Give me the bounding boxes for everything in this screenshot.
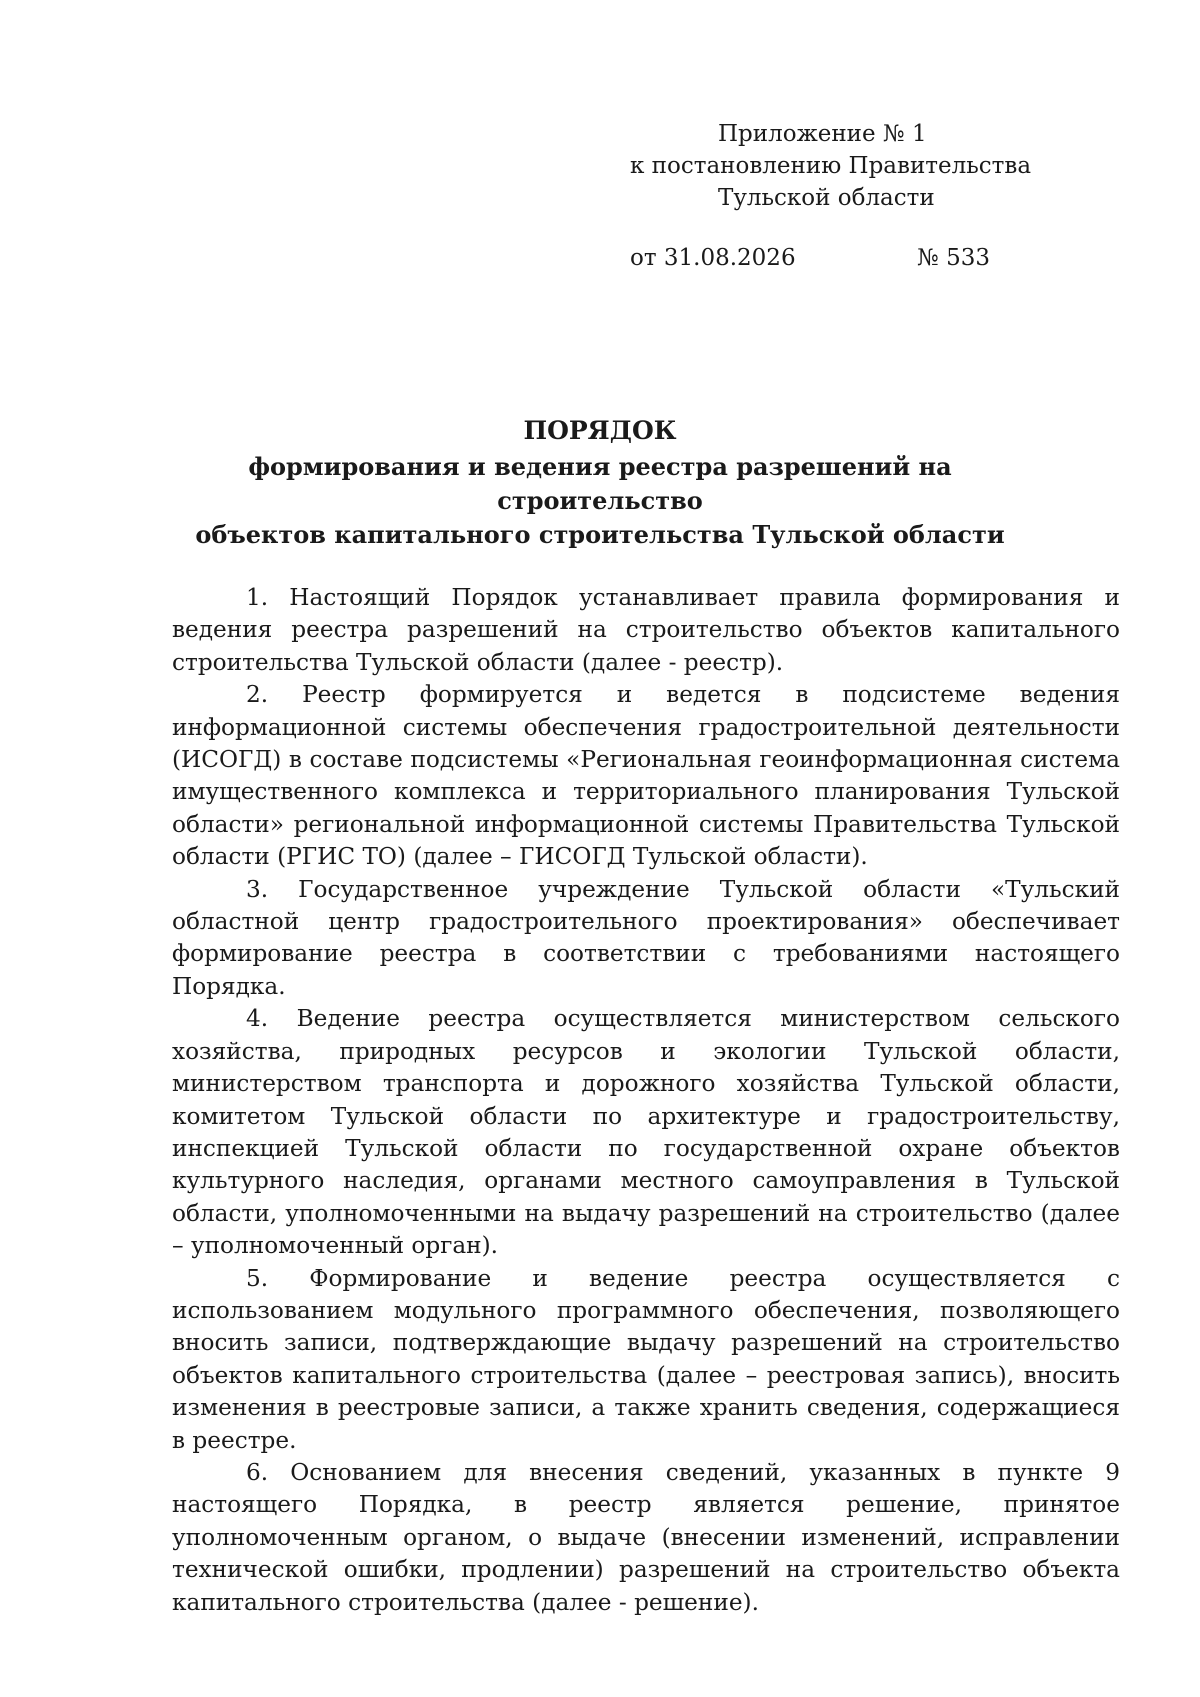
paragraph-4: 4. Ведение реестра осуществляется министерством сельского хозяйства, природных ресурсов и экологии Тульской области, министерством транспорта и дорожного хозяйства Тульской области, комитетом Тульской области по архитектуре и градостроительству, инспекцией Тульской области по государственной охране объектов культурного наследия, органами местного самоуправления в Тульской области, уполномоченными на выдачу разрешений на строительство (далее – уполномоченный орган). (172, 1005, 1120, 1260)
appendix-header (630, 118, 1050, 274)
appendix-decree-line: к постановлению Правительства (630, 153, 1032, 179)
title-subtitle-line1: формирования и ведения реестра разрешений на строительство (248, 452, 952, 515)
decree-date: от 31.08.2026 (630, 245, 796, 271)
document-body (172, 582, 1120, 1619)
paragraph-3: 3. Государственное учреждение Тульской области «Тульский областной центр градостроительного проектирования» обеспечивает формирование реестра в соответствии с требованиями настоящего Порядка. (172, 875, 1120, 1000)
title-heading: ПОРЯДОК (523, 416, 677, 445)
paragraph-2: 2. Реестр формируется и ведется в подсистеме ведения информационной системы обеспечения градостроительной деятельности (ИСОГД) в составе подсистемы «Региональная геоинформационная система имущественного комплекса и территориального планирования Тульской области» региональной информационной системы Правительства Тульской области (РГИС ТО) (далее – ГИСОГД Тульской области). (172, 681, 1120, 871)
document-title (150, 414, 1050, 552)
appendix-region-line: Тульской области (718, 185, 935, 211)
paragraph-5: 5. Формирование и ведение реестра осуществляется с использованием модульного программного обеспечения, позволяющего вносить записи, подтверждающие выдачу разрешений на строительство объектов капитального строительства (далее – реестровая запись), вносить изменения в реестровые записи, а также хранить сведения, содержащиеся в реестре. (172, 1264, 1120, 1454)
title-subtitle-line2: объектов капитального строительства Тульской области (195, 520, 1005, 549)
paragraph-6: 6. Основанием для внесения сведений, указанных в пункте 9 настоящего Порядка, в реестр является решение, принятое уполномоченным органом, о выдаче (внесении изменений, исправлении технической ошибки, продлении) разрешений на строительство объекта капитального строительства (далее - решение). (172, 1458, 1120, 1616)
appendix-title: Приложение № 1 (718, 121, 927, 147)
decree-date-number-row (630, 242, 990, 274)
paragraph-1: 1. Настоящий Порядок устанавливает правила формирования и ведения реестра разрешений на строительство объектов капитального строительства Тульской области (далее - реестр). (172, 584, 1120, 676)
decree-number: № 533 (917, 245, 990, 271)
